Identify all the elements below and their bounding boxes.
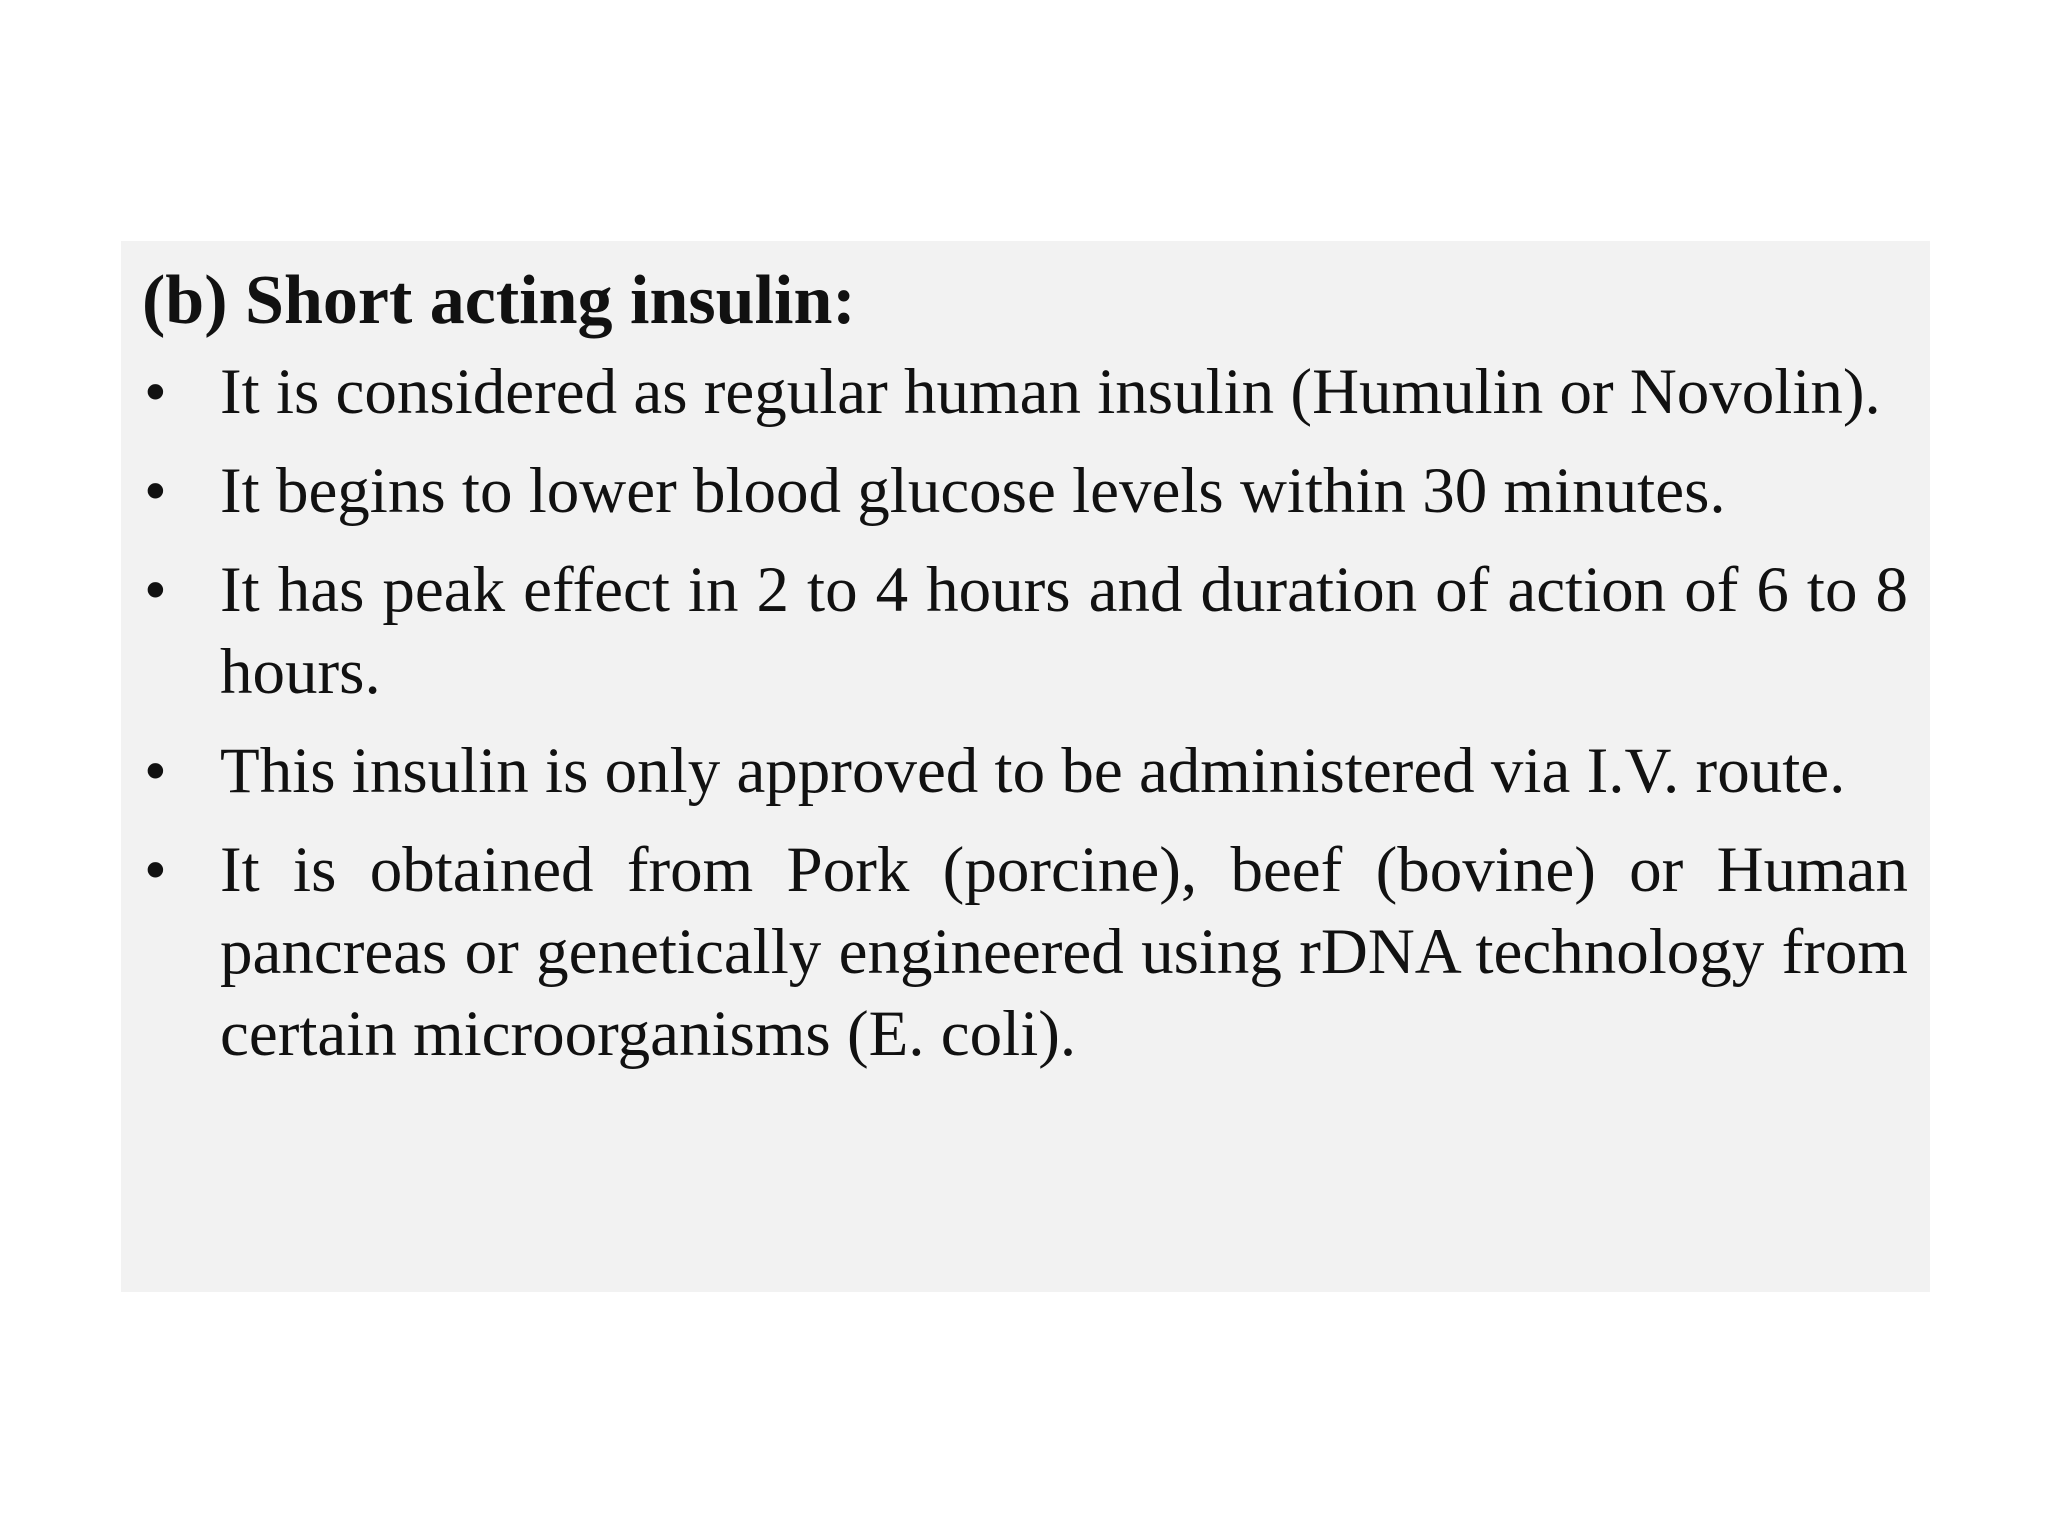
bullet-icon: • <box>144 554 167 626</box>
bullet-item-1 <box>142 351 1908 433</box>
bullet-text: It has peak effect in 2 to 4 hours and duration of action of 6 to 8 hours. <box>220 554 1908 708</box>
slide-heading: (b) Short acting insulin: <box>142 262 856 339</box>
bullet-item-4 <box>142 730 1908 812</box>
bullet-icon: • <box>144 834 167 906</box>
bullet-item-5 <box>142 829 1908 1075</box>
bullet-item-2 <box>142 450 1908 532</box>
bullet-icon: • <box>144 735 167 807</box>
bullet-icon: • <box>144 455 167 527</box>
bullet-text: This insulin is only approved to be administered via I.V. route. <box>220 735 1846 807</box>
bullet-list <box>142 351 1908 1075</box>
bullet-item-3 <box>142 549 1908 713</box>
content-box <box>121 241 1930 1292</box>
bullet-text: It is considered as regular human insulin (Humulin or Novolin). <box>220 356 1881 428</box>
bullet-icon: • <box>144 356 167 428</box>
bullet-text: It is obtained from Pork (porcine), beef (bovine) or Human pancreas or genetically engineered using rDNA technology from certain microorganisms (E. coli). <box>220 834 1908 1070</box>
bullet-text: It begins to lower blood glucose levels within 30 minutes. <box>220 455 1726 527</box>
